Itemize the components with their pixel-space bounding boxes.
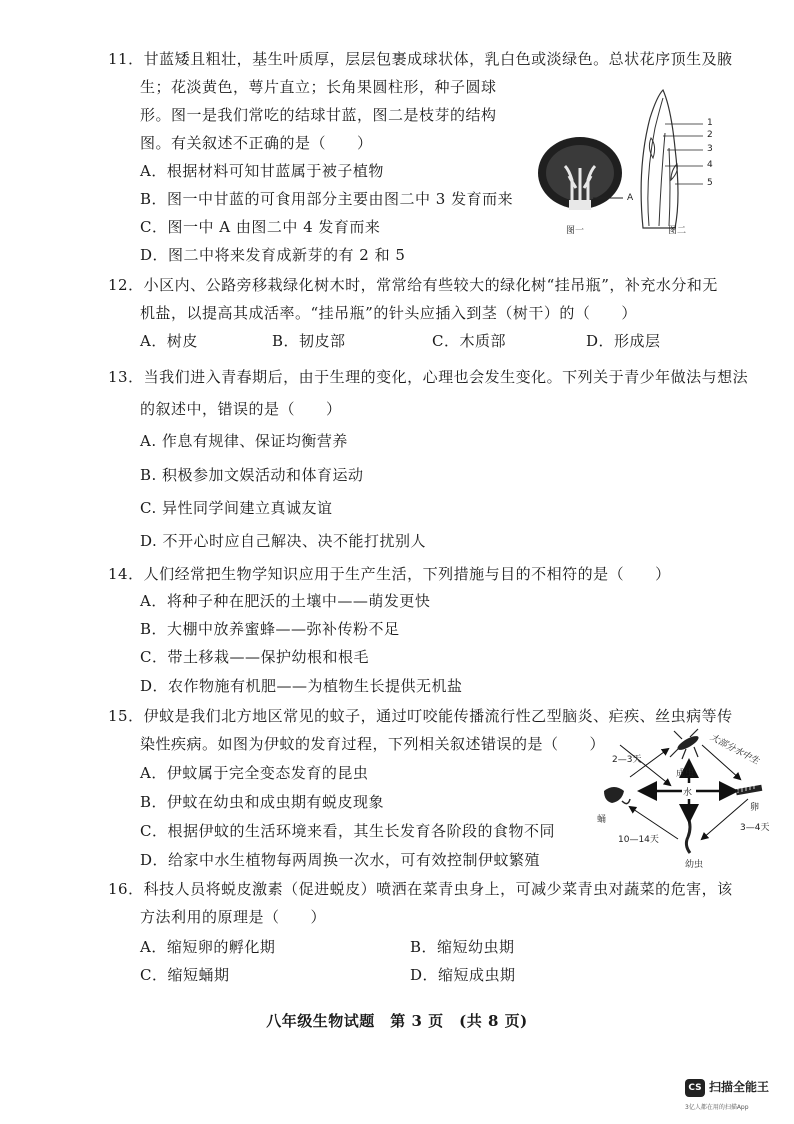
q15-line-1: 15．伊蚊是我们北方地区常见的蚊子，通过叮咬能传播流行性乙型脑炎、疟疾、丝虫病等传 [108, 707, 733, 725]
q14-line-1: 14．人们经常把生物学知识应用于生产生活，下列措施与目的不相符的是（ ） [108, 565, 671, 583]
q15-time-2: 3—4天 [740, 823, 770, 833]
bud-part-4: 4 [707, 160, 713, 170]
q16-line-1: 16．科技人员将蜕皮激素（促进蜕皮）喷洒在菜青虫身上，可减少菜青虫对蔬菜的危害，该 [108, 880, 733, 898]
q15-handwritten-note: 大部分水中生 [708, 732, 761, 767]
scanner-logo-icon: CS [685, 1079, 705, 1097]
bud-illustration [641, 90, 703, 228]
q11-figure [525, 88, 735, 238]
q15-stage-adult: 成虫 [676, 769, 695, 779]
q12-option-a: A．树皮 [140, 332, 198, 350]
q16-option-d: D．缩短成虫期 [410, 966, 516, 984]
pupa-illustration [604, 787, 630, 804]
q14-option-c: C．带土移栽——保护幼根和根毛 [140, 648, 369, 666]
q15-time-1: 2—3天 [612, 755, 642, 765]
q15-stage-egg: 卵 [750, 803, 760, 813]
figure-2-label: 图二 [668, 226, 687, 236]
bud-part-1: 1 [707, 118, 713, 128]
q15-water: 水 [683, 788, 693, 798]
q13-line-2: 的叙述中，错误的是（ ） [140, 400, 342, 418]
q13-option-b: B. 积极参加文娱活动和体育运动 [140, 466, 364, 484]
scanner-badge [683, 1076, 783, 1116]
q11-line-1: 11．甘蓝矮且粗壮，基生叶质厚，层层包裹成球状体，乳白色或淡绿色。总状花序顶生及腋 [108, 50, 733, 68]
q16-option-c: C．缩短蛹期 [140, 966, 230, 984]
egg-illustration [736, 783, 763, 795]
q16-option-b: B．缩短幼虫期 [410, 938, 515, 956]
q15-stage-larva: 幼虫 [685, 860, 704, 870]
q15-option-d: D．给家中水生植物每两周换一次水，可有效控制伊蚊繁殖 [140, 851, 541, 869]
q11-fig-label-a: A [627, 193, 634, 203]
q15-line-2: 染性疾病。如图为伊蚊的发育过程，下列相关叙述错误的是（ ） [140, 735, 606, 753]
q12-line-1: 12．小区内、公路旁移栽绿化树木时，常常给有些较大的绿化树“挂吊瓶”，补充水分和无 [108, 276, 718, 294]
q16-line-2: 方法利用的原理是（ ） [140, 908, 327, 926]
scanner-tagline: 3亿人都在用的扫描App [685, 1104, 749, 1111]
q15-option-a: A．伊蚊属于完全变态发育的昆虫 [140, 764, 369, 782]
q15-stage-pupa: 蛹 [597, 815, 607, 825]
q11-option-b: B．图一中甘蓝的可食用部分主要由图二中 3 发育而来 [140, 190, 514, 208]
q15-option-b: B．伊蚊在幼虫和成虫期有蜕皮现象 [140, 793, 385, 811]
scanner-name: 扫描全能王 [709, 1080, 770, 1094]
q13-line-1: 13．当我们进入青春期后，由于生理的变化，心理也会发生变化。下列关于青少年做法与想法 [108, 368, 749, 386]
q13-option-c: C. 异性同学间建立真诚友谊 [140, 499, 333, 517]
q12-option-b: B．韧皮部 [272, 332, 346, 350]
cabbage-illustration [538, 137, 623, 210]
q13-option-d: D. 不开心时应自己解决、决不能打扰别人 [140, 532, 427, 550]
q11-option-c: C．图一中 A 由图二中 4 发育而来 [140, 218, 381, 236]
larva-illustration [686, 817, 690, 853]
q13-option-a: A. 作息有规律、保证均衡营养 [140, 432, 348, 450]
q15-option-c: C．根据伊蚊的生活环境来看，其生长发育各阶段的食物不同 [140, 822, 555, 840]
q11-line-2: 生；花淡黄色，萼片直立；长角果圆柱形，种子圆球 [140, 78, 497, 96]
q12-line-2: 机盐，以提高其成活率。“挂吊瓶”的针头应插入到茎（树干）的（ ） [140, 304, 637, 322]
bud-part-2: 2 [707, 130, 713, 140]
q11-option-d: D．图二中将来发育成新芽的有 2 和 5 [140, 246, 406, 264]
q15-time-3: 10—14天 [618, 835, 659, 845]
adult-mosquito-illustration [670, 729, 700, 759]
q16-option-a: A．缩短卵的孵化期 [140, 938, 276, 956]
q12-option-d: D．形成层 [586, 332, 661, 350]
bud-part-3: 3 [707, 144, 713, 154]
page-footer: 八年级生物试题 第 3 页 (共 8 页) [266, 1012, 528, 1030]
q12-option-c: C．木质部 [432, 332, 506, 350]
q11-line-3: 形。图一是我们常吃的结球甘蓝，图二是枝芽的结构 [140, 106, 497, 124]
q11-line-4: 图。有关叙述不正确的是（ ） [140, 134, 373, 152]
q14-option-d: D．农作物施有机肥——为植物生长提供无机盐 [140, 677, 463, 695]
q14-option-b: B．大棚中放养蜜蜂——弥补传粉不足 [140, 620, 400, 638]
q11-option-a: A．根据材料可知甘蓝属于被子植物 [140, 162, 384, 180]
figure-1-label: 图一 [566, 226, 585, 236]
q14-option-a: A．将种子种在肥沃的土壤中——萌发更快 [140, 592, 431, 610]
bud-part-5: 5 [707, 178, 713, 188]
